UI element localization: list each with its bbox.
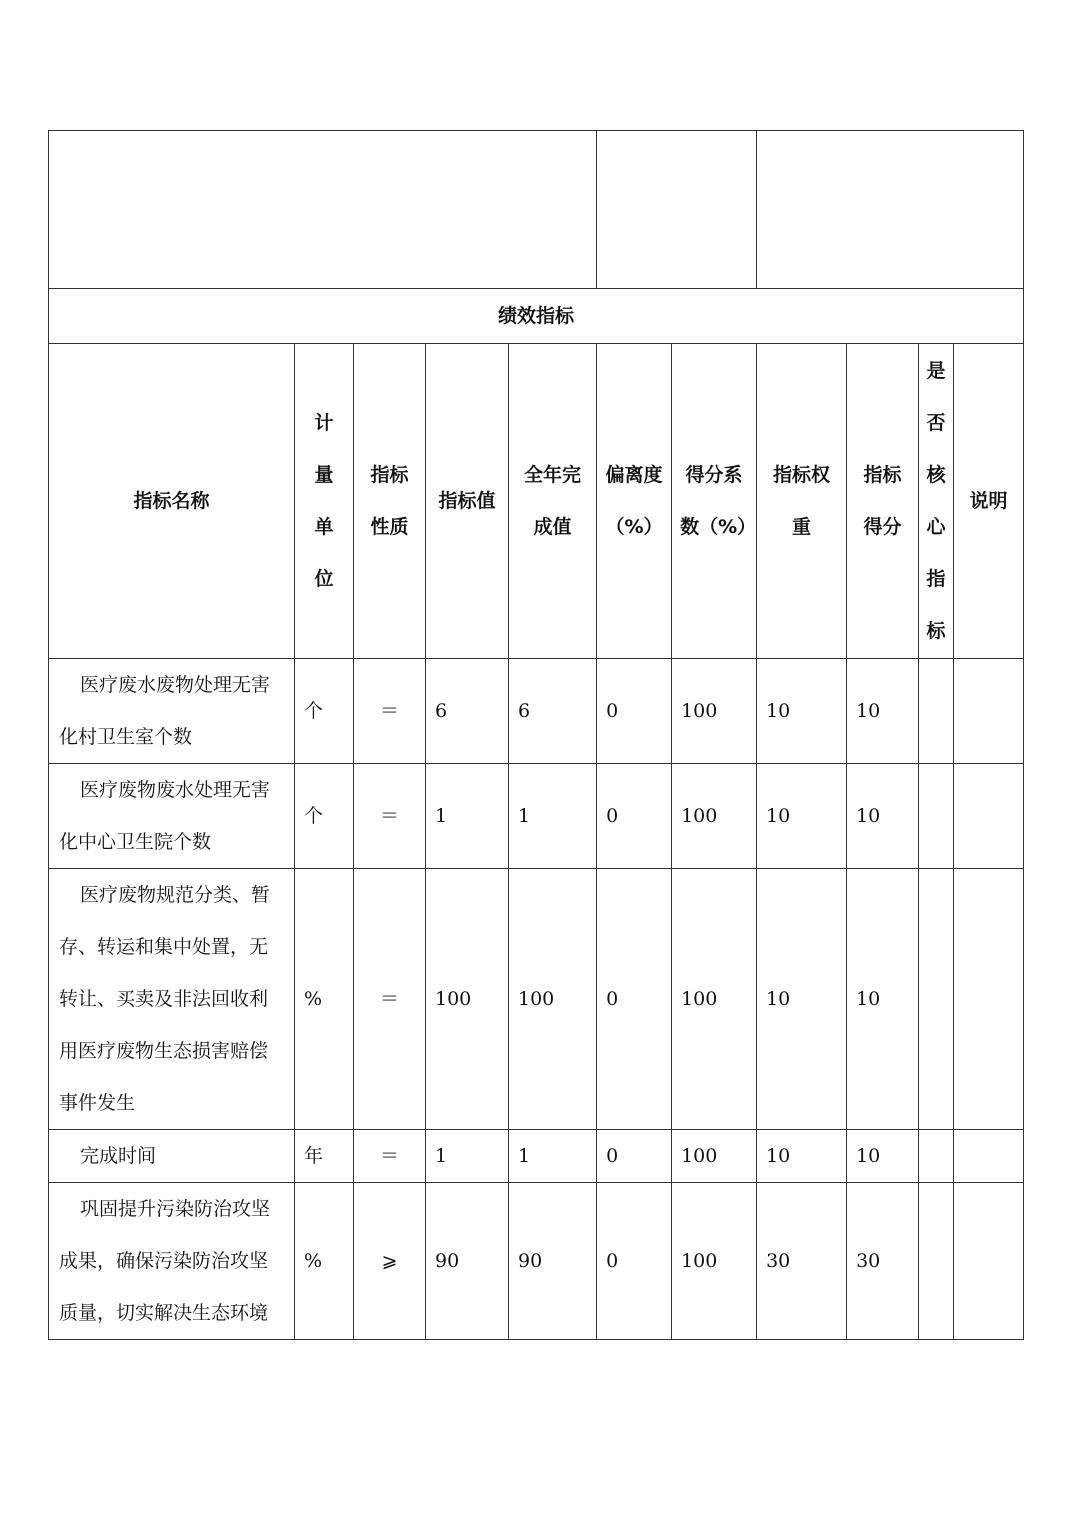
indicator-name: 医疗废物废水处理无害化中心卫生院个数 — [49, 764, 295, 869]
top-blank-row — [49, 131, 1024, 289]
section-title-row — [49, 289, 1024, 344]
indicator-name: 医疗废水废物处理无害化村卫生室个数 — [49, 659, 295, 764]
header-deviation-cell — [597, 344, 672, 659]
indicator-score: 10 — [847, 1130, 919, 1183]
indicator-deviation: 0 — [597, 764, 672, 869]
indicator-coefficient: 100 — [672, 1183, 757, 1340]
indicator-nature: ＝ — [354, 1130, 426, 1183]
top-blank-cell-1 — [49, 131, 597, 289]
indicator-unit: 个 — [295, 659, 354, 764]
indicator-target: 100 — [426, 869, 509, 1130]
indicator-actual: 1 — [509, 764, 597, 869]
header-nature: 指标性质 — [370, 464, 409, 538]
header-name: 指标名称 — [49, 344, 295, 659]
indicator-deviation: 0 — [597, 869, 672, 1130]
header-unit-cell — [295, 344, 354, 659]
indicator-unit: 年 — [295, 1130, 354, 1183]
indicator-note — [954, 1130, 1024, 1183]
indicator-score: 30 — [847, 1183, 919, 1340]
indicator-core — [919, 659, 954, 764]
table-row — [49, 659, 1024, 764]
table-row — [49, 1183, 1024, 1340]
table-row — [49, 1130, 1024, 1183]
indicator-actual: 1 — [509, 1130, 597, 1183]
indicator-weight: 10 — [757, 764, 847, 869]
indicator-target: 1 — [426, 764, 509, 869]
indicator-name: 巩固提升污染防治攻坚成果，确保污染防治攻坚质量，切实解决生态环境 — [49, 1183, 295, 1340]
indicator-nature: ＝ — [354, 659, 426, 764]
table-row — [49, 869, 1024, 1130]
top-blank-cell-2 — [597, 131, 757, 289]
indicator-weight: 30 — [757, 1183, 847, 1340]
header-score-cell — [847, 344, 919, 659]
indicator-nature: ＝ — [354, 764, 426, 869]
header-coefficient-cell — [672, 344, 757, 659]
indicator-actual: 6 — [509, 659, 597, 764]
indicator-score: 10 — [847, 659, 919, 764]
header-target: 指标值 — [426, 344, 509, 659]
header-weight-cell — [757, 344, 847, 659]
indicator-note — [954, 764, 1024, 869]
indicator-nature: ＝ — [354, 869, 426, 1130]
indicator-note — [954, 659, 1024, 764]
indicator-name: 医疗废物规范分类、暂存、转运和集中处置，无转让、买卖及非法回收利用医疗废物生态损害赔偿事件发生 — [49, 869, 295, 1130]
indicator-unit: % — [295, 1183, 354, 1340]
header-note: 说明 — [954, 344, 1024, 659]
header-core-cell — [919, 344, 954, 659]
indicator-core — [919, 1183, 954, 1340]
indicator-weight: 10 — [757, 1130, 847, 1183]
indicator-nature: ⩾ — [354, 1183, 426, 1340]
indicator-deviation: 0 — [597, 1130, 672, 1183]
indicator-note — [954, 869, 1024, 1130]
indicator-actual: 100 — [509, 869, 597, 1130]
table-row — [49, 764, 1024, 869]
indicator-deviation: 0 — [597, 659, 672, 764]
header-nature-cell — [354, 344, 426, 659]
indicator-target: 1 — [426, 1130, 509, 1183]
indicator-actual: 90 — [509, 1183, 597, 1340]
indicator-weight: 10 — [757, 869, 847, 1130]
indicator-target: 90 — [426, 1183, 509, 1340]
indicator-score: 10 — [847, 869, 919, 1130]
header-coefficient: 得分系数（%） — [680, 464, 757, 538]
indicator-name: 完成时间 — [49, 1130, 295, 1183]
indicator-coefficient: 100 — [672, 869, 757, 1130]
indicator-core — [919, 764, 954, 869]
indicator-score: 10 — [847, 764, 919, 869]
top-blank-cell-3 — [757, 131, 1024, 289]
indicator-core — [919, 869, 954, 1130]
performance-indicator-table — [48, 130, 1024, 1340]
header-deviation: 偏离度（%） — [605, 464, 663, 538]
indicator-weight: 10 — [757, 659, 847, 764]
indicator-deviation: 0 — [597, 1183, 672, 1340]
header-actual-cell — [509, 344, 597, 659]
indicator-target: 6 — [426, 659, 509, 764]
section-title: 绩效指标 — [49, 289, 1024, 344]
indicator-core — [919, 1130, 954, 1183]
header-unit: 计量单位 — [314, 412, 334, 590]
indicator-note — [954, 1183, 1024, 1340]
header-actual: 全年完成值 — [524, 464, 582, 538]
indicator-unit: % — [295, 869, 354, 1130]
indicator-coefficient: 100 — [672, 1130, 757, 1183]
header-row — [49, 344, 1024, 659]
header-score: 指标得分 — [863, 464, 902, 538]
indicator-unit: 个 — [295, 764, 354, 869]
header-weight: 指标权重 — [773, 464, 831, 538]
indicator-coefficient: 100 — [672, 764, 757, 869]
header-core: 是否核心指标 — [926, 360, 946, 642]
indicator-coefficient: 100 — [672, 659, 757, 764]
